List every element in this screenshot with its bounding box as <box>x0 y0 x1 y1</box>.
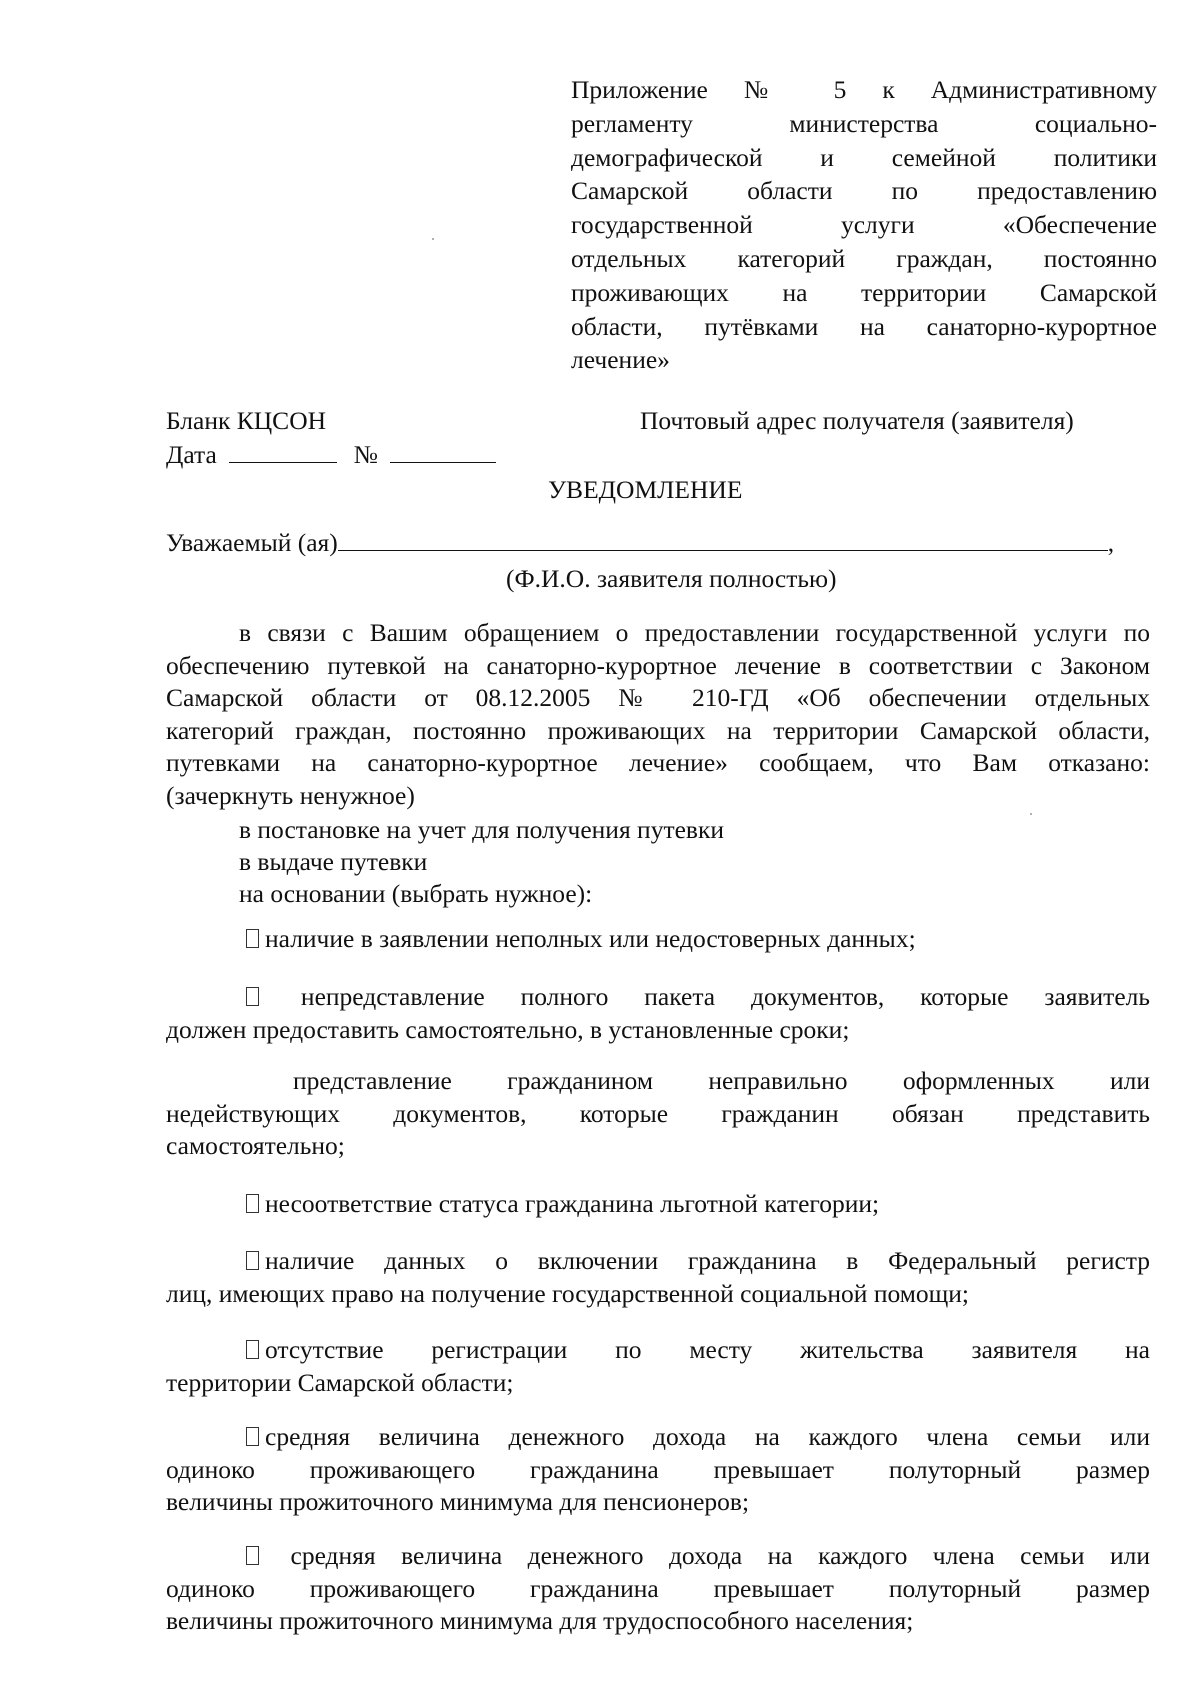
reason-text: наличие в заявлении неполных или недостоверных данных; <box>265 924 916 953</box>
reason-text: должен предоставить самостоятельно, в установленные сроки; <box>166 1014 850 1044</box>
intro-line: в связи с Вашим обращением о предоставлении государственной услуги по <box>239 618 1150 647</box>
reason-text: непредставление полного пакета документов, которые заявитель <box>300 982 1150 1011</box>
reason-text: представление гражданином неправильно оформленных или <box>293 1066 1150 1095</box>
date-number-row <box>166 439 496 471</box>
reason-item <box>166 1540 1150 1638</box>
reason-item <box>166 1065 1150 1163</box>
reason-item <box>166 1421 1150 1519</box>
reason-text: недействующих документов, которые гражданин обязан представить <box>166 1098 1150 1128</box>
reason-text: величины прожиточного минимума для пенсионеров; <box>166 1487 750 1516</box>
reason-text: одиноко проживающего гражданина превышает полуторный размер <box>166 1454 1150 1484</box>
reason-checkbox[interactable] <box>246 1251 259 1270</box>
appendix-line: области, путёвками на санаторно-курортное <box>571 311 1157 341</box>
reason-checkbox[interactable] <box>246 987 259 1006</box>
reason-checkbox[interactable] <box>246 1340 259 1359</box>
reason-text: средняя величина денежного дохода на каждого члена семьи или <box>265 1422 1150 1451</box>
reason-text: средняя величина денежного дохода на каждого члена семьи или <box>290 1541 1150 1570</box>
appendix-line: демографической и семейной политики <box>571 142 1157 172</box>
appendix-line: лечение» <box>571 345 670 375</box>
appendix-line: Самарской области по предоставлению <box>571 176 1157 206</box>
applicant-name-hint: (Ф.И.О. заявителя полностью) <box>506 564 837 593</box>
date-field[interactable] <box>229 440 337 463</box>
salutation-comma: , <box>1107 528 1115 557</box>
reason-checkbox[interactable] <box>246 1194 259 1213</box>
document-title: УВЕДОМЛЕНИЕ <box>548 475 743 504</box>
reason-text: наличие данных о включении гражданина в Федеральный регистр <box>265 1246 1150 1275</box>
applicant-name-field[interactable] <box>338 528 1108 551</box>
blank-label: Бланк КЦСОН <box>166 406 327 435</box>
reason-checkbox[interactable] <box>246 1427 259 1446</box>
reason-text: отсутствие регистрации по месту жительства заявителя на <box>265 1335 1150 1364</box>
appendix-line: регламенту министерства социально- <box>571 108 1157 138</box>
reason-text: лиц, имеющих право на получение государственной социальной помощи; <box>166 1278 969 1308</box>
date-label: Дата <box>166 440 217 469</box>
intro-line: категорий граждан, постоянно проживающих на территории Самарской области, <box>166 715 1150 745</box>
refusal-option-issuance: в выдаче путевки <box>239 847 428 876</box>
number-field[interactable] <box>390 440 496 463</box>
reason-item <box>166 981 1150 1046</box>
intro-line: Самарской области от 08.12.2005 № 210-ГД «Об обеспечении отдельных <box>166 683 1150 712</box>
reason-item <box>166 1245 1150 1310</box>
intro-line: путевками на санаторно-курортное лечение» сообщаем, что Вам отказано: <box>166 748 1150 777</box>
reason-item <box>166 923 1150 956</box>
reason-text: одиноко проживающего гражданина превышает полуторный размер <box>166 1573 1150 1603</box>
reason-checkbox[interactable] <box>246 929 259 948</box>
refusal-option-registration: в постановке на учет для получения путевки <box>239 815 724 844</box>
reason-text: территории Самарской области; <box>166 1367 514 1397</box>
appendix-line: отдельных категорий граждан, постоянно <box>571 243 1157 273</box>
reason-text: несоответствие статуса гражданина льготной категории; <box>265 1189 880 1218</box>
appendix-reference <box>571 73 1157 377</box>
reason-checkbox[interactable] <box>246 1546 259 1565</box>
appendix-line: государственной услуги «Обеспечение <box>571 210 1157 240</box>
appendix-line: проживающих на территории Самарской <box>571 277 1157 307</box>
scan-speck <box>432 238 434 240</box>
postal-address-label: Почтовый адрес получателя (заявителя) <box>640 406 1074 435</box>
intro-paragraph <box>166 617 1150 812</box>
number-label: № <box>353 440 378 469</box>
scan-speck <box>1030 813 1032 815</box>
intro-line: (зачеркнуть ненужное) <box>166 780 415 810</box>
salutation-row <box>166 527 1114 559</box>
salutation-label: Уважаемый (ая) <box>166 528 338 557</box>
reason-text: самостоятельно; <box>166 1131 345 1160</box>
reason-item <box>166 1188 1150 1221</box>
appendix-line: Приложение № 5 к Административному <box>571 75 1157 104</box>
basis-label: на основании (выбрать нужное): <box>239 879 593 908</box>
intro-line: обеспечению путевкой на санаторно-курортное лечение в соответствии с Законом <box>166 650 1150 680</box>
reason-text: величины прожиточного минимума для трудоспособного населения; <box>166 1606 914 1635</box>
reason-item <box>166 1334 1150 1399</box>
